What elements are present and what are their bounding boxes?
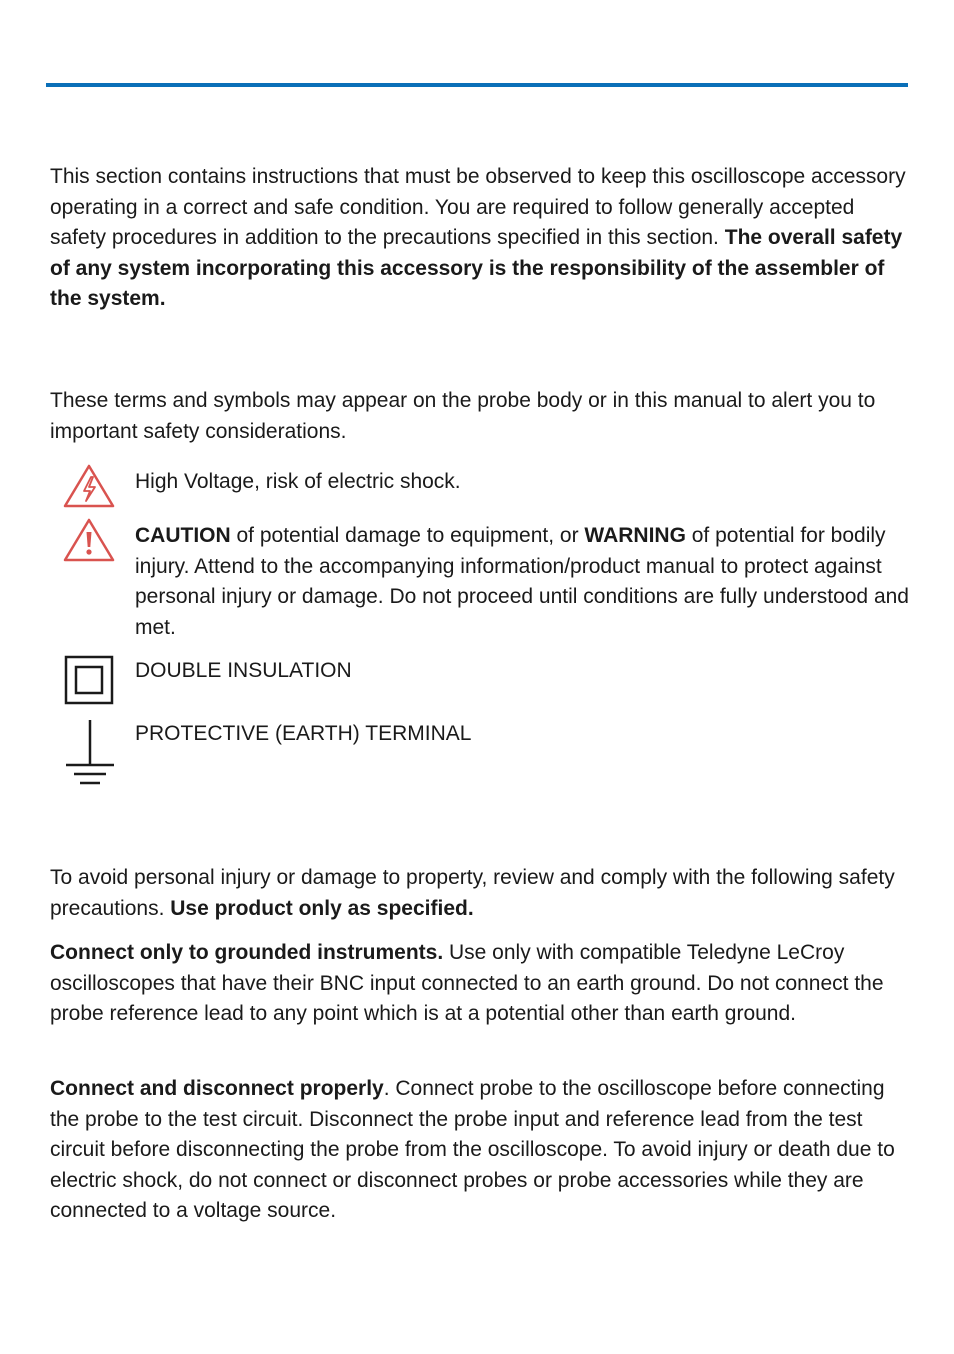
symbols-intro-paragraph: These terms and symbols may appear on the probe body or in this manual to alert you to important safety considerations. — [50, 389, 876, 443]
high-voltage-icon — [62, 463, 116, 509]
caution-icon — [62, 517, 116, 563]
intro-paragraph — [50, 162, 910, 315]
connect-paragraph — [50, 1074, 910, 1227]
grounded-bold: Connect only to grounded instruments. — [50, 941, 444, 964]
precautions-intro-paragraph — [50, 863, 910, 924]
caution-word: CAUTION — [135, 524, 231, 547]
precautions-intro-bold: Use product only as specified. — [170, 896, 474, 920]
intro-text: This section contains instructions that must be observed to keep this oscilloscope accessory operating in a correct and safe condition. You are required to follow generally accepted safety procedures in addition to the precautions specified in this section. — [50, 165, 906, 249]
caution-paragraph — [135, 521, 910, 643]
header-rule — [46, 83, 908, 87]
earth-terminal-text: PROTECTIVE (EARTH) TERMINAL — [135, 722, 472, 745]
earth-terminal-icon — [62, 718, 118, 788]
caution-text-1: of potential damage to equipment, or — [230, 524, 585, 547]
grounded-paragraph — [50, 938, 910, 1030]
grounded-text: Use only with compatible Teledyne LeCroy oscilloscopes that have their BNC input connected to an earth ground. Do not connect the probe reference lead to any point which is at a potential other than earth ground. — [50, 941, 884, 1025]
intro-bold: The overall safety of any system incorporating this accessory is the responsibility of the assembler of the system. — [50, 226, 903, 310]
connect-bold: Connect and disconnect properly — [50, 1077, 384, 1100]
warning-word: WARNING — [584, 524, 686, 547]
double-insulation-icon — [64, 655, 116, 707]
high-voltage-text: High Voltage, risk of electric shock. — [135, 470, 461, 493]
caution-text-2: of potential for bodily injury. Attend to the accompanying information/product manual to protect against personal injury or damage. Do not proceed until conditions are fully understood and met. — [135, 524, 909, 639]
precautions-intro-text: To avoid personal injury or damage to property, review and comply with the following safety precautions. — [50, 866, 895, 920]
connect-text: . Connect probe to the oscilloscope before connecting the probe to the test circuit. Disconnect the probe input and reference lead from the test circuit before disconnecting the probe from the oscilloscope. To avoid injury or death due to electric shock, do not connect or disconnect probes or probe accessories while they are connected to a voltage source. — [50, 1077, 895, 1222]
double-insulation-text: DOUBLE INSULATION — [135, 659, 352, 682]
